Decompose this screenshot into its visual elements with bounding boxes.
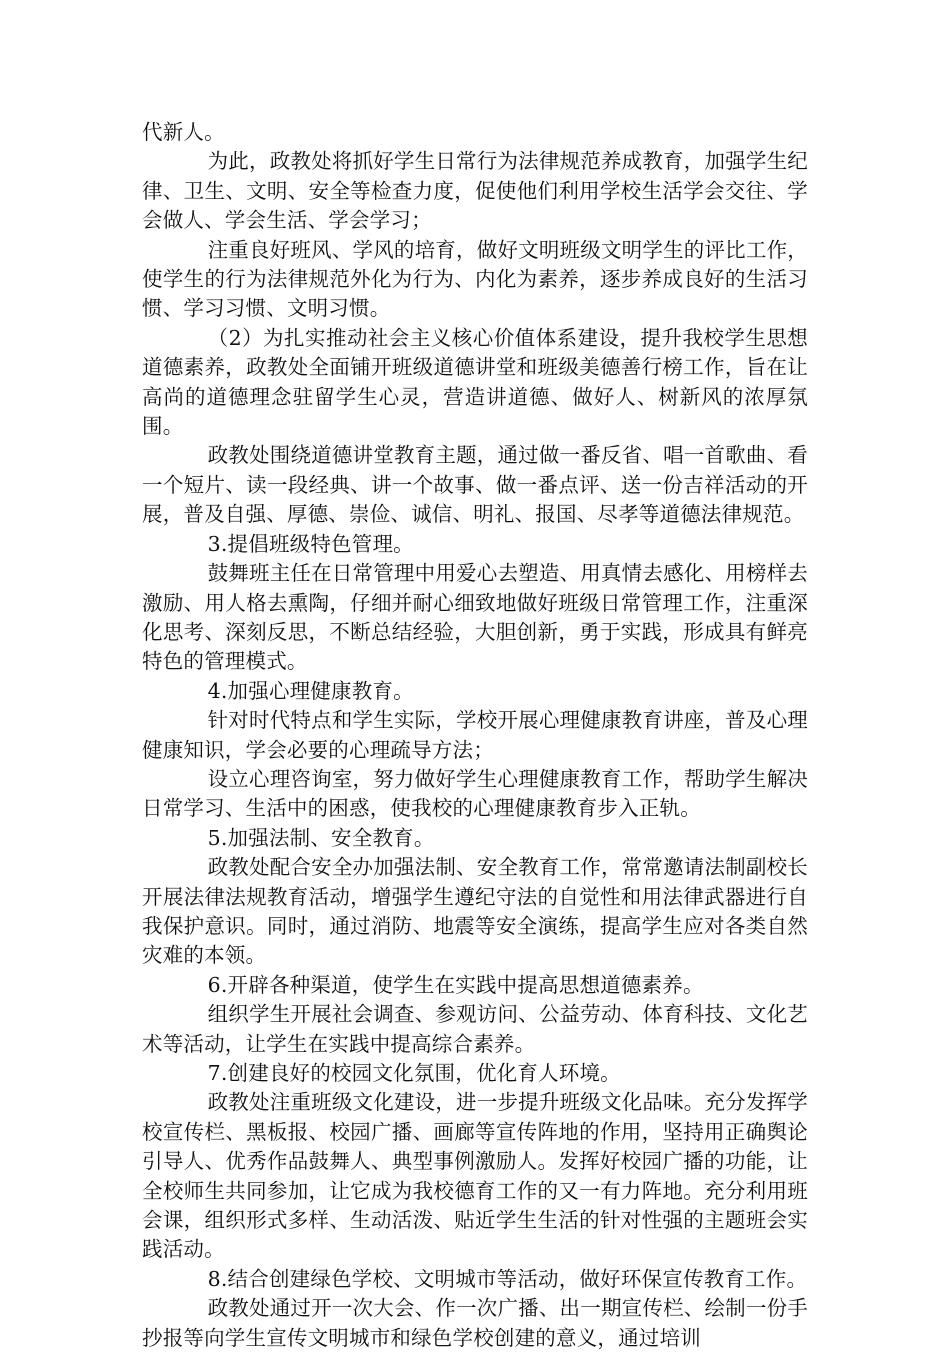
paragraph: 政教处配合安全办加强法制、安全教育工作，常常邀请法制副校长开展法律法规教育活动，增强学生遵纪守法的自觉性和用法律武器进行自我保护意识。同时，通过消防、地震等安全演练，提高学生应对各类自然灾难的本领。 — [142, 855, 808, 968]
paragraph: 为此，政教处将抓好学生日常行为法律规范养成教育，加强学生纪律、卫生、文明、安全等检查力度，促使他们利用学校生活学会交往、学会做人、学会生活、学会学习； — [142, 149, 808, 233]
paragraph: 设立心理咨询室，努力做好学生心理健康教育工作，帮助学生解决日常学习、生活中的困惑，使我校的心理健康教育步入正轨。 — [142, 766, 808, 821]
section-heading: 4.加强心理健康教育。 — [207, 678, 414, 703]
section-heading: 5.加强法制、安全教育。 — [207, 825, 435, 850]
paragraph: 组织学生开展社会调查、参观访问、公益劳动、体育科技、文化艺术等活动，让学生在实践中提高综合素养。 — [142, 1002, 808, 1056]
paragraph: 注重良好班风、学风的培育，做好文明班级文明学生的评比工作，使学生的行为法律规范外化为行为、内化为素养，逐步养成良好的生活习惯、学习习惯、文明习惯。 — [142, 237, 808, 321]
section-heading: 3.提倡班级特色管理。 — [207, 531, 414, 556]
paragraph: 政教处围绕道德讲堂教育主题，通过做一番反省、唱一首歌曲、看一个短片、读一段经典、讲一个故事、做一番点评、送一份吉祥活动的开展，普及自强、厚德、崇俭、诚信、明礼、报国、尽孝等道德法律规范。 — [142, 443, 808, 527]
paragraph: （2）为扎实推动社会主义核心价值体系建设，提升我校学生思想道德素养，政教处全面铺开班级道德讲堂和班级美德善行榜工作，旨在让高尚的道德理念驻留学生心灵，营造讲道德、做好人、树新风的浓厚氛围。 — [142, 325, 808, 439]
paragraph: 代新人。 — [142, 120, 225, 144]
document-body — [142, 118, 808, 1353]
paragraph: 政教处注重班级文化建设，进一步提升班级文化品味。充分发挥学校宣传栏、黑板报、校园广播、画廊等宣传阵地的作用，坚持用正确舆论引导人、优秀作品鼓舞人、典型事例激励人。发挥好校园广播的功能，让全校师生共同参加，让它成为我校德育工作的又一有力阵地。充分利用班会课，组织形式多样、生动活泼、贴近学生生活的针对性强的主题班会实践活动。 — [142, 1090, 808, 1262]
section-heading: 6.开辟各种渠道，使学生在实践中提高思想道德素养。 — [207, 972, 704, 997]
paragraph: 针对时代特点和学生实际，学校开展心理健康教育讲座，普及心理健康知识，学会必要的心理疏导方法； — [142, 708, 808, 762]
paragraph: 政教处通过开一次大会、作一次广播、出一期宣传栏、绘制一份手抄报等向学生宣传文明城市和绿色学校创建的意义，通过培训 — [142, 1296, 808, 1350]
section-heading: 8.结合创建绿色学校、文明城市等活动，做好环保宣传教育工作。 — [207, 1266, 808, 1291]
section-heading: 7.创建良好的校园文化氛围，优化育人环境。 — [207, 1061, 621, 1085]
paragraph: 鼓舞班主任在日常管理中用爱心去塑造、用真情去感化、用榜样去激励、用人格去熏陶，仔细并耐心细致地做好班级日常管理工作，注重深化思考、深刻反思，不断总结经验，大胆创新，勇于实践，形成具有鲜亮特色的管理模式。 — [142, 561, 808, 674]
